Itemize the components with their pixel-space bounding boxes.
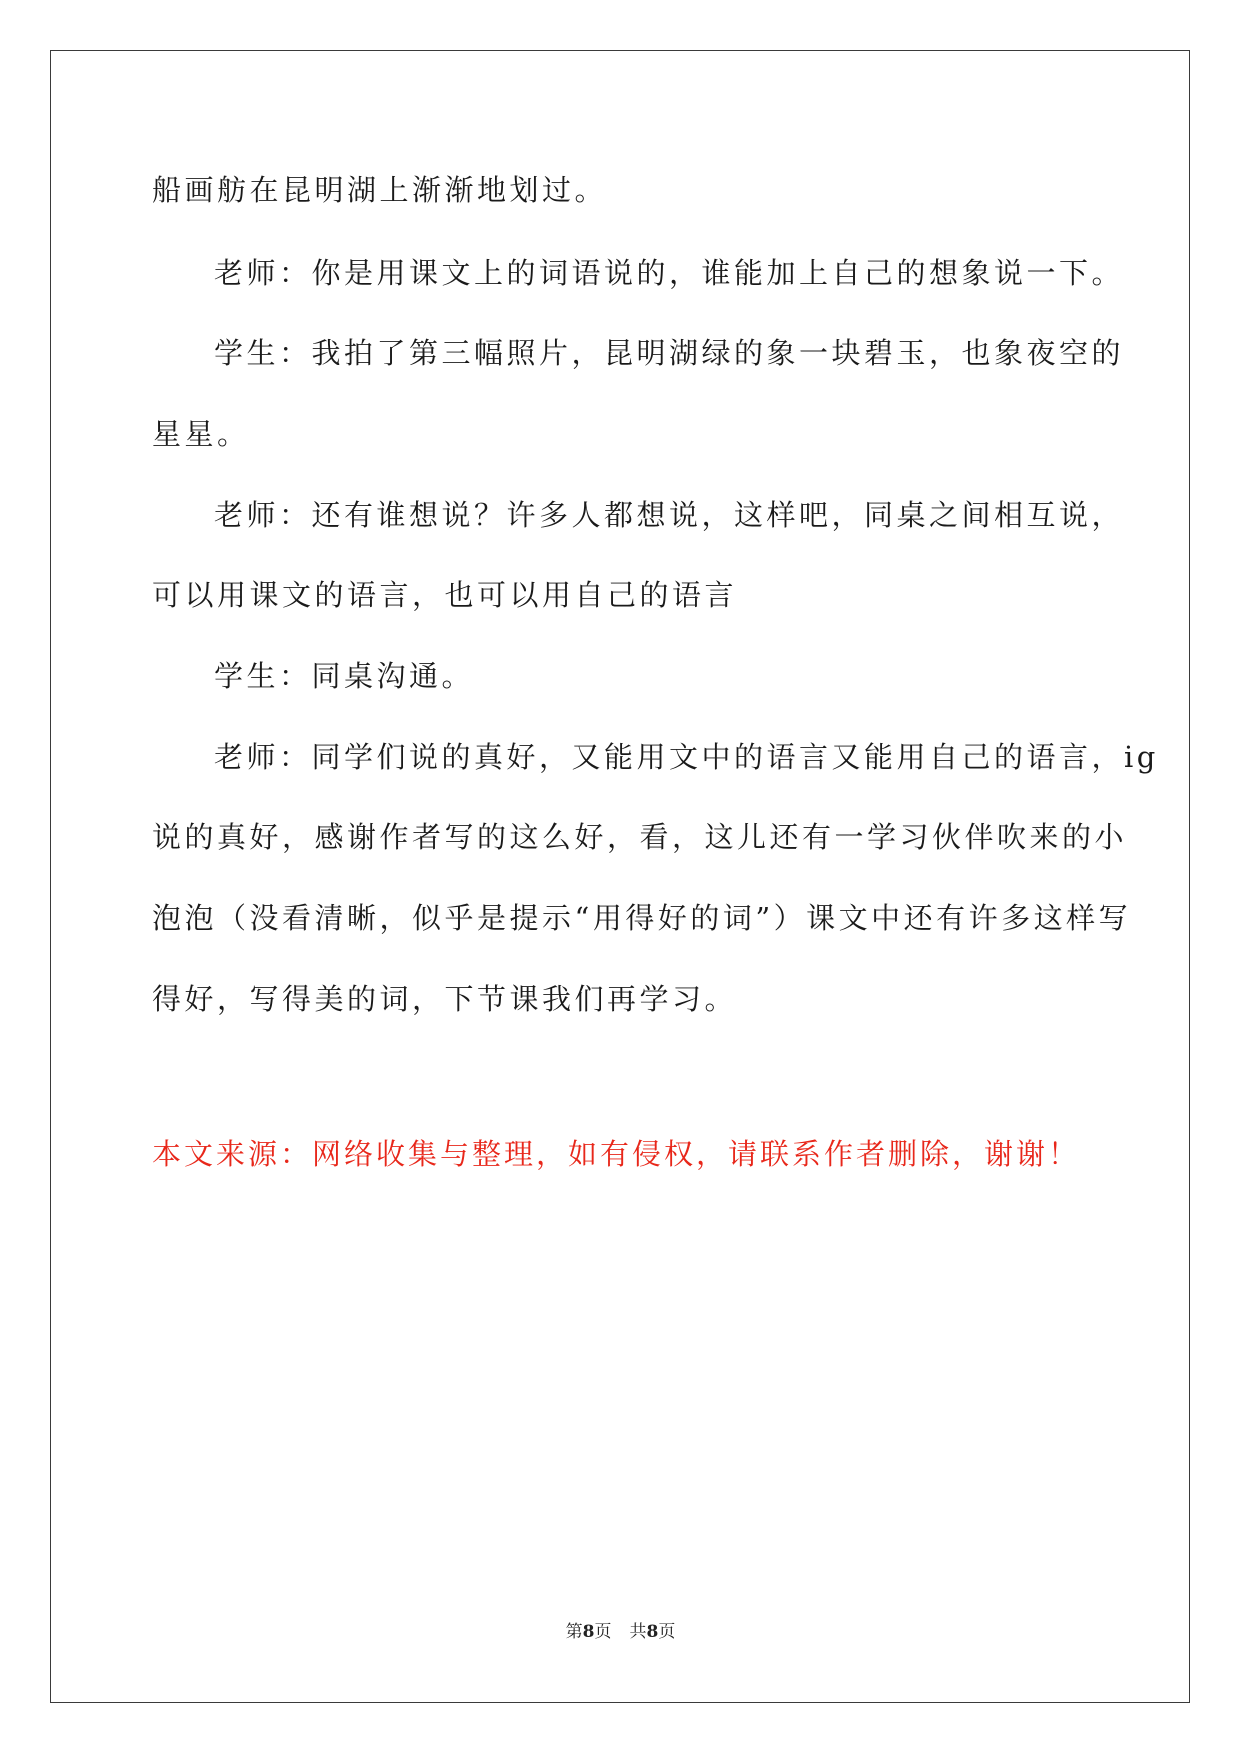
body-line: 说的真好，感谢作者写的这么好，看，这儿还有一学习伙伴吹来的小 xyxy=(152,820,1128,854)
body-line: 老师：你是用课文上的词语说的，谁能加上自己的想象说一下。 xyxy=(214,256,1125,290)
body-line: 老师：还有谁想说？许多人都想说，这样吧，同桌之间相互说， xyxy=(214,498,1125,532)
body-line: 船画舫在昆明湖上渐渐地划过。 xyxy=(152,173,608,207)
page-frame xyxy=(50,50,1190,1703)
body-line: 老师：同学们说的真好，又能用文中的语言又能用自己的语言，ig xyxy=(214,740,1159,774)
body-line: 学生：同桌沟通。 xyxy=(214,659,475,693)
page-number-total: 8 xyxy=(646,1622,659,1642)
body-line: 得好，写得美的词，下节课我们再学习。 xyxy=(152,982,738,1016)
page-footer xyxy=(0,1620,1241,1644)
body-line: 学生：我拍了第三幅照片，昆明湖绿的象一块碧玉，也象夜空的 xyxy=(214,336,1125,370)
page-number-prefix: 第 xyxy=(565,1622,583,1642)
page-number-suffix: 页 xyxy=(594,1622,612,1642)
page-number-current: 8 xyxy=(582,1622,595,1642)
body-line: 泡泡（没看清晰，似乎是提示“用得好的词”）课文中还有许多这样写 xyxy=(152,901,1132,935)
source-note: 本文来源：网络收集与整理，如有侵权，请联系作者删除，谢谢！ xyxy=(152,1137,1081,1171)
body-line: 可以用课文的语言，也可以用自己的语言 xyxy=(152,578,738,612)
page-total-prefix: 共 xyxy=(629,1622,647,1642)
page-total-suffix: 页 xyxy=(658,1622,676,1642)
body-line: 星星。 xyxy=(152,417,250,451)
